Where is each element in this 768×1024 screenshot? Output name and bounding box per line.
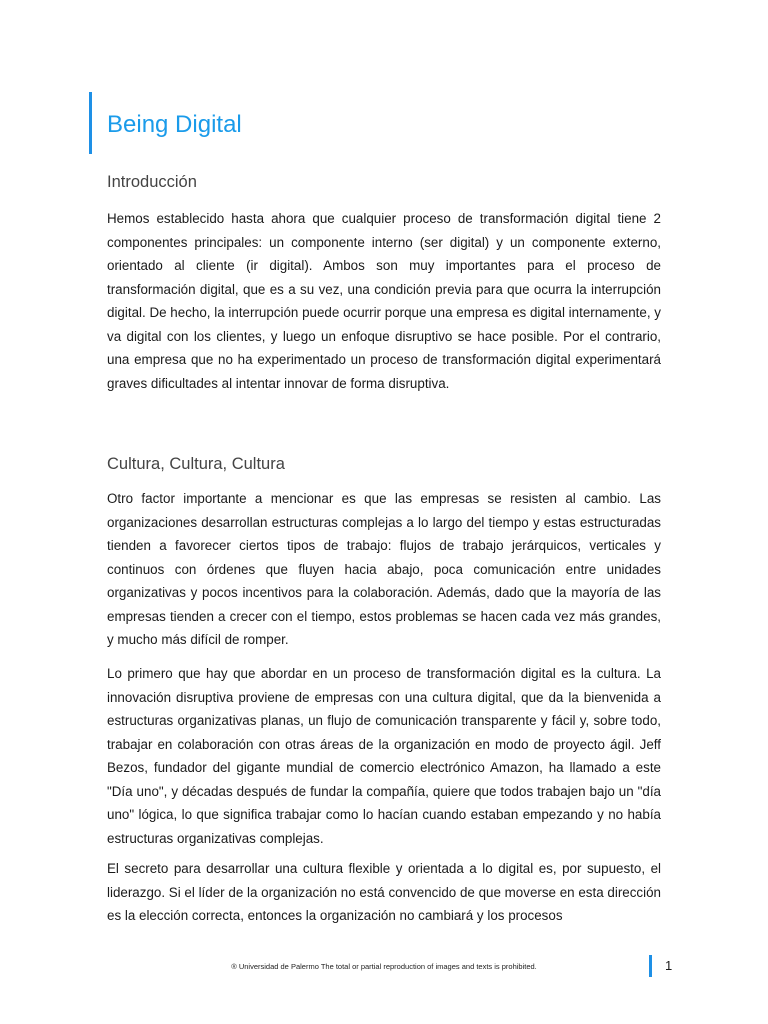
paragraph-cultura-3: El secreto para desarrollar una cultura flexible y orientada a lo digital es, por supuesto, el liderazgo. Si el líder de la organización no está convencido de que moverse en esta dirección es la elección correcta, entonces la organización no cambiará y los procesos — [107, 861, 661, 923]
document-title: Being Digital — [107, 111, 242, 138]
paragraph-cultura-2: Lo primero que hay que abordar en un proceso de transformación digital es la cultura. La innovación disruptiva proviene de empresas con una cultura digital, que da la bienvenida a estructuras organizativas planas, un flujo de comunicación transparente y fácil y, sobre todo, trabajar en colaboración con otras áreas de la organización en modo de proyecto ágil. Jeff Bezos, fundador del gigante mundial de comercio electrónico Amazon, ha llamado a este "Día uno", y décadas después de fundar la compañía, quiere que todos trabajen bajo un "día uno" lógica, lo que significa trabajar como lo hacían cuando estaban empezando y no había estructuras organizativas complejas. — [107, 666, 661, 846]
title-accent-bar — [89, 92, 92, 154]
section-heading-introduccion: Introducción — [107, 173, 197, 191]
section-heading-cultura: Cultura, Cultura, Cultura — [107, 455, 285, 473]
paragraph-cultura-1: Otro factor importante a mencionar es que las empresas se resisten al cambio. Las organizaciones desarrollan estructuras complejas a lo largo del tiempo y estas estructuradas tienden a favorecer ciertos tipos de trabajo: flujos de trabajo jerárquicos, verticales y continuos con órdenes que fluyen hacia abajo, poca comunicación entre unidades organizativas y pocos incentivos para la colaboración. Además, dado que la mayoría de las empresas tienden a crecer con el tiempo, estos problemas se hacen cada vez más grandes, y mucho más difícil de romper. — [107, 491, 661, 647]
page-number-accent-bar — [649, 955, 652, 977]
paragraph-intro: Hemos establecido hasta ahora que cualquier proceso de transformación digital tiene 2 componentes principales: un componente interno (ser digital) y un componente externo, orientado al cliente (ir digital). Ambos son muy importantes para el proceso de transformación digital, que es a su vez, una condición previa para que ocurra la interrupción digital. De hecho, la interrupción puede ocurrir porque una empresa es digital internamente, y va digital con los clientes, y luego un enfoque disruptivo se hace posible. Por el contrario, una empresa que no ha experimentado un proceso de transformación digital experimentará graves dificultades al intentar innovar de forma disruptiva. — [107, 211, 661, 391]
footer-copyright: ® Universidad de Palermo The total or partial reproduction of images and texts is prohibited. — [231, 962, 537, 971]
page-number: 1 — [665, 958, 673, 973]
